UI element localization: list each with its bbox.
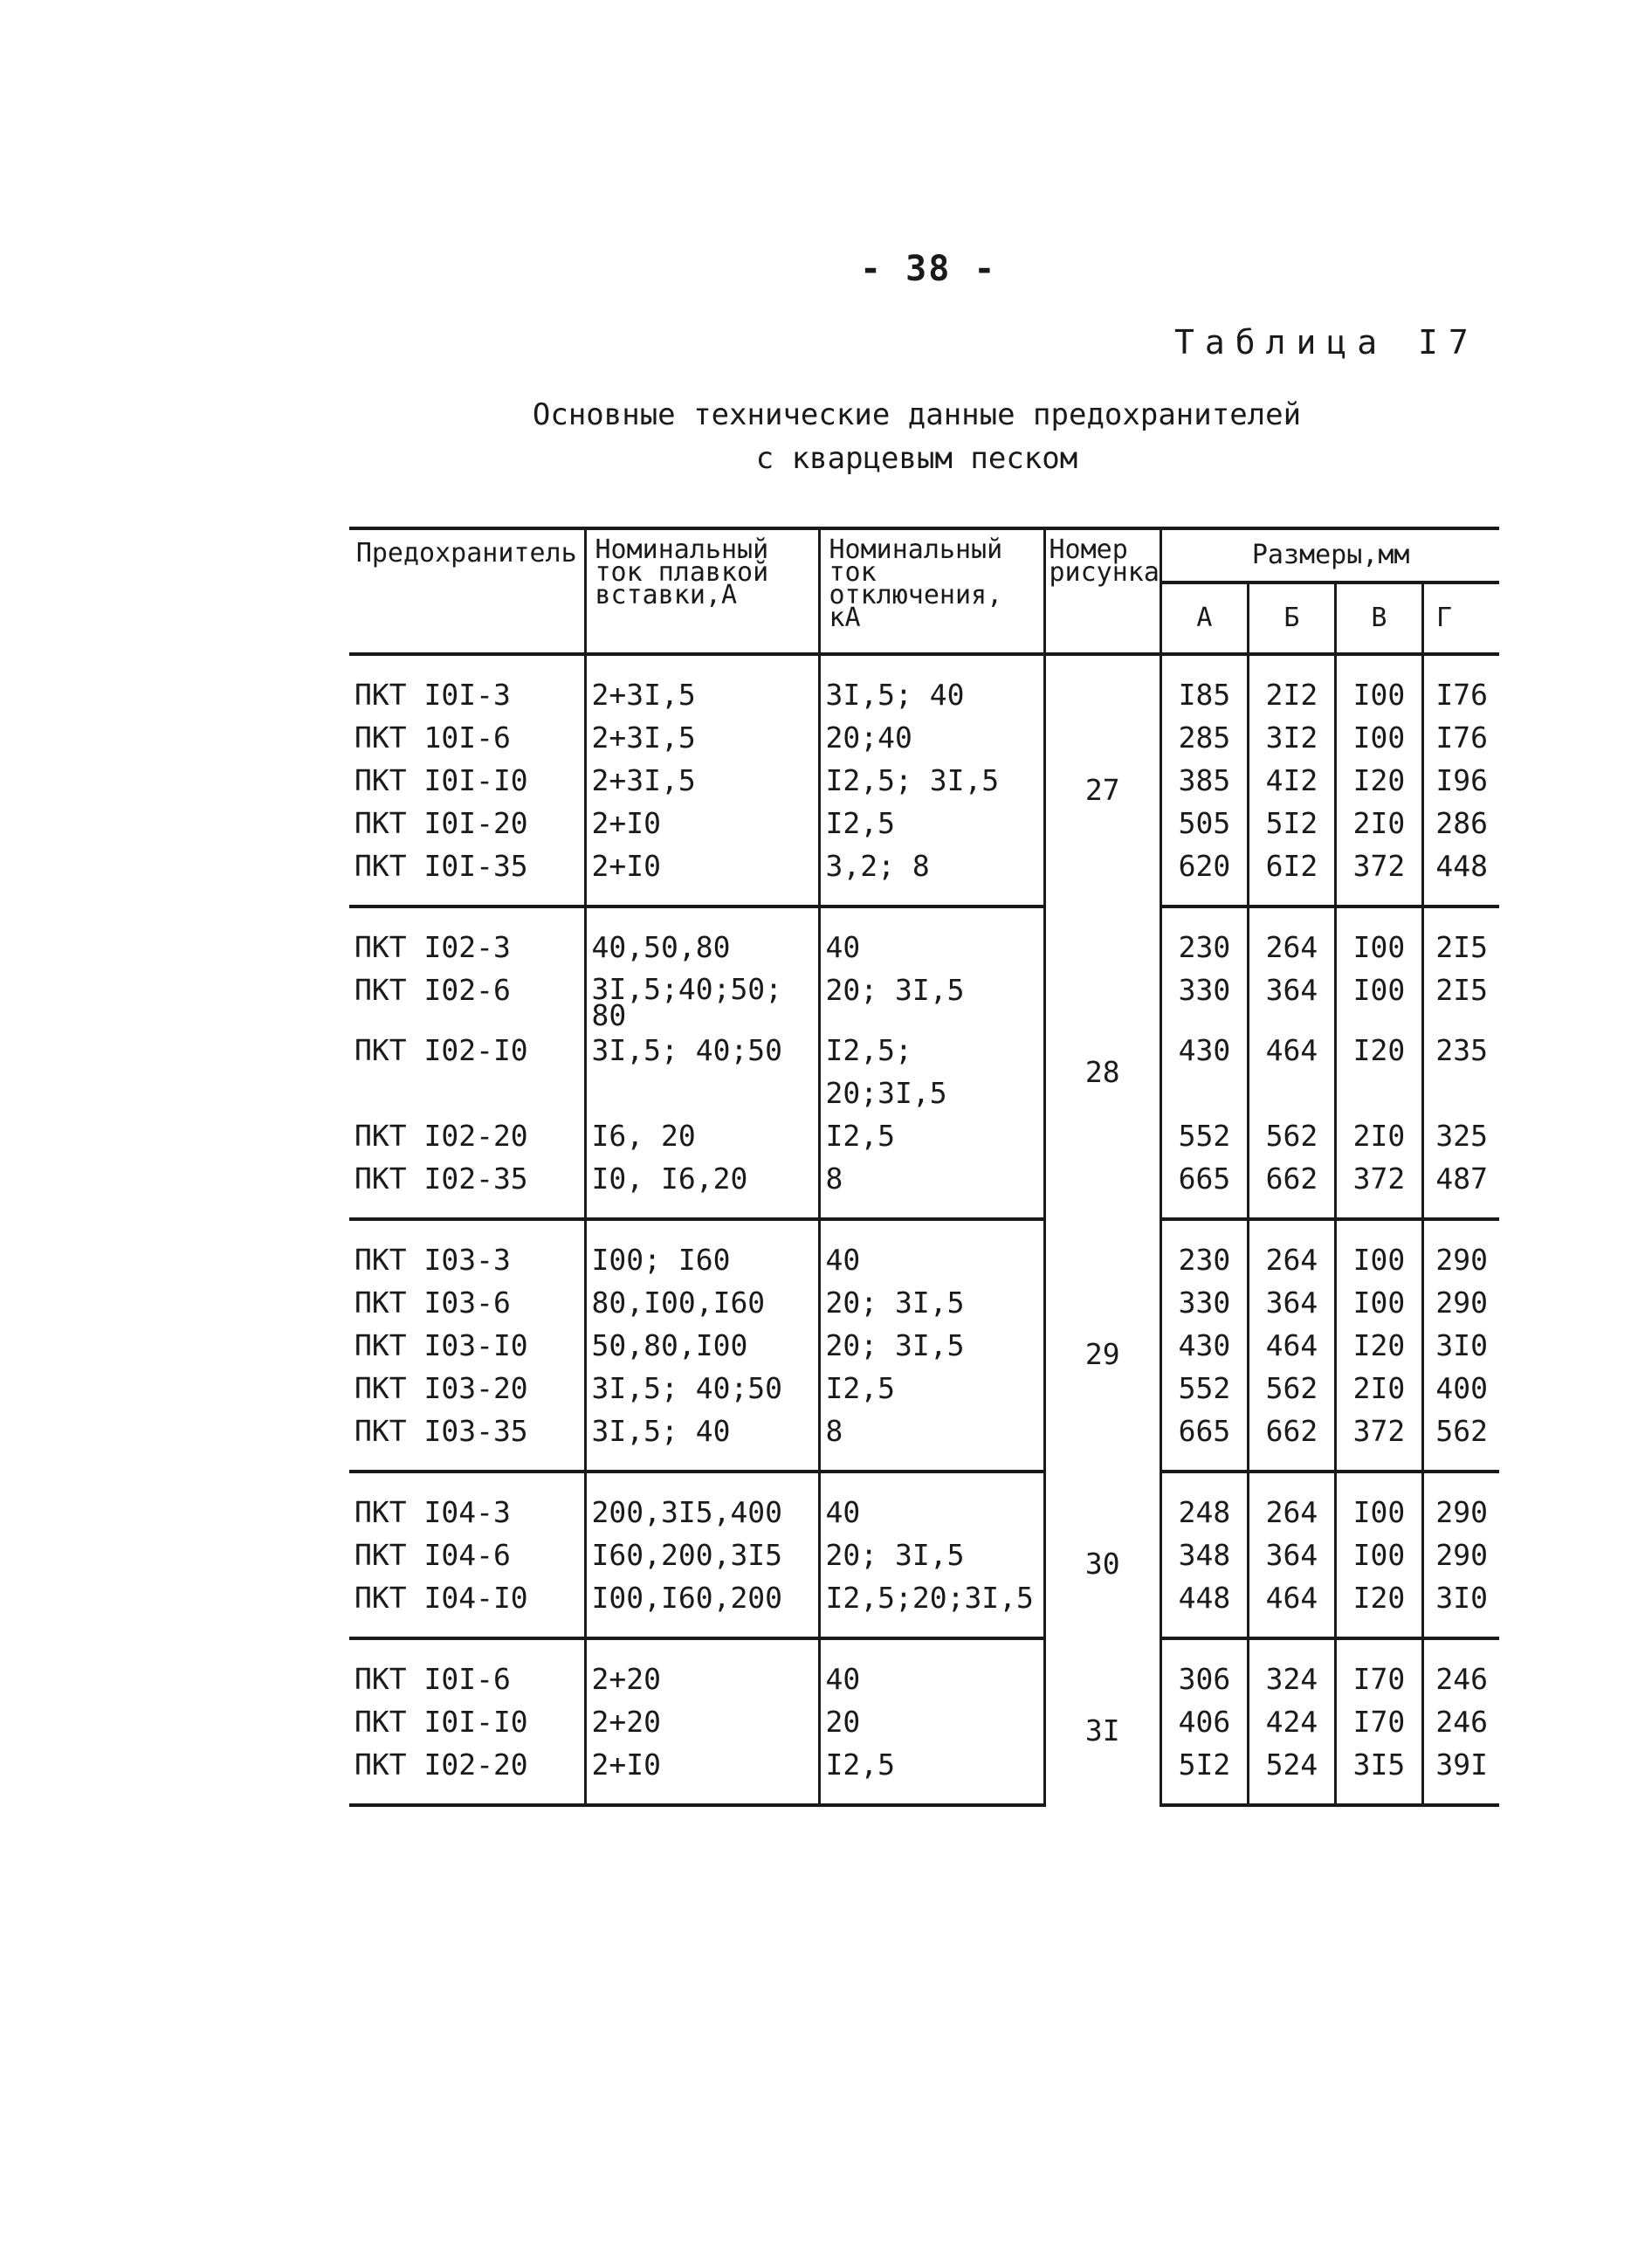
cell-breaking-current: 40: [819, 907, 1044, 969]
cell-fuse: ПКТ I02-20: [354, 1119, 528, 1153]
cell-fuse: ПКТ I03-I0: [354, 1328, 528, 1362]
cell-dim-v: 2I0: [1335, 1114, 1422, 1157]
cell-dim-b: 464: [1248, 1576, 1335, 1638]
table-label: Таблица I7: [1174, 323, 1479, 362]
table-body: [349, 654, 1499, 1805]
cell-dim-b: 3I2: [1248, 716, 1335, 759]
cell-rated-current: 80,I00,I60: [585, 1281, 819, 1324]
cell-dim-g: 3I0: [1422, 1324, 1499, 1367]
cell-fuse: ПКТ I02-3: [354, 930, 511, 964]
cell-dim-b: 264: [1248, 1472, 1335, 1534]
cell-fuse: ПКТ I03-6: [354, 1286, 511, 1320]
cell-breaking-current: 20; 3I,5: [819, 1324, 1044, 1367]
cell-rated-current: 200,3I5,400: [585, 1472, 819, 1534]
table-row: [349, 1534, 1499, 1576]
cell-fuse: ПКТ I04-I0: [349, 1576, 585, 1638]
table-row: [349, 1219, 1499, 1281]
cell-dim-b: 264: [1248, 1219, 1335, 1281]
cell-dim-b: 562: [1248, 1114, 1335, 1157]
cell-dim-v: I20: [1335, 759, 1422, 802]
cell-dim-g: 448: [1422, 844, 1499, 907]
cell-dim-v: I20: [1335, 1324, 1422, 1367]
cell-breaking-current: I2,5: [819, 1114, 1044, 1157]
cell-fuse: ПКТ I0I-I0: [354, 1705, 528, 1739]
cell-breaking-current: 40: [819, 1638, 1044, 1700]
cell-breaking-current: 40: [819, 1472, 1044, 1534]
cell-dim-a: 620: [1160, 844, 1248, 907]
cell-figure-number: 28: [1044, 907, 1160, 1219]
cell-breaking-current: 20;40: [819, 716, 1044, 759]
table-row: [349, 716, 1499, 759]
cell-dim-g: 286: [1422, 802, 1499, 844]
table-row: [349, 1472, 1499, 1534]
cell-dim-v: 2I0: [1335, 1367, 1422, 1410]
cell-rated-current: I00; I60: [585, 1219, 819, 1281]
cell-dim-v: I00: [1335, 1472, 1422, 1534]
cell-dim-a: 348: [1160, 1534, 1248, 1576]
cell-fuse: ПКТ I0I-3: [354, 678, 511, 712]
cell-dim-a: 430: [1160, 1029, 1248, 1114]
cell-rated-current: 3I,5; 40;50: [585, 1367, 819, 1410]
cell-dim-b: 5I2: [1248, 802, 1335, 844]
header-dim-v: В: [1335, 583, 1422, 654]
cell-breaking-current: I2,5: [819, 1743, 1044, 1805]
cell-breaking-current: 20; 3I,5: [819, 969, 1044, 1029]
cell-dim-b: 264: [1248, 907, 1335, 969]
header-figure-number: Номер рисунка: [1044, 528, 1160, 654]
cell-dim-g: 2I5: [1422, 907, 1499, 969]
cell-fuse: ПКТ I02-35: [349, 1157, 585, 1219]
cell-dim-v: I00: [1335, 907, 1422, 969]
cell-dim-b: 4I2: [1248, 759, 1335, 802]
cell-breaking-current: 8: [819, 1410, 1044, 1472]
cell-breaking-current: I2,5: [819, 1367, 1044, 1410]
table-row: [349, 802, 1499, 844]
cell-fuse: ПКТ 10I-6: [354, 720, 511, 755]
cell-dim-b: 364: [1248, 1281, 1335, 1324]
cell-rated-current: 2+20: [585, 1700, 819, 1743]
cell-dim-a: 230: [1160, 907, 1248, 969]
cell-breaking-current: 40: [819, 1219, 1044, 1281]
cell-breaking-current: 3,2; 8: [819, 844, 1044, 907]
cell-rated-current: I00,I60,200: [585, 1576, 819, 1638]
cell-dim-g: I96: [1422, 759, 1499, 802]
table-row: [349, 1281, 1499, 1324]
cell-dim-g: 235: [1422, 1029, 1499, 1114]
cell-rated-current: 3I,5; 40: [585, 1410, 819, 1472]
cell-figure-number: 29: [1044, 1219, 1160, 1472]
cell-dim-a: 330: [1160, 1281, 1248, 1324]
cell-rated-current: 2+20: [585, 1638, 819, 1700]
cell-dim-b: 424: [1248, 1700, 1335, 1743]
fuse-data-table: [349, 527, 1499, 1807]
cell-breaking-current: 20; 3I,5: [819, 1281, 1044, 1324]
cell-breaking-current: 8: [819, 1157, 1044, 1219]
cell-dim-g: 290: [1422, 1534, 1499, 1576]
table-row: [349, 654, 1499, 716]
cell-dim-a: 665: [1160, 1410, 1248, 1472]
table-row: [349, 1029, 1499, 1114]
cell-dim-g: 246: [1422, 1638, 1499, 1700]
cell-breaking-current: I2,5;20;3I,5: [819, 1576, 1044, 1638]
cell-dim-g: 487: [1422, 1157, 1499, 1219]
cell-dim-a: 285: [1160, 716, 1248, 759]
table-row: [349, 1157, 1499, 1219]
cell-rated-current: 2+3I,5: [585, 654, 819, 716]
cell-dim-b: 464: [1248, 1324, 1335, 1367]
cell-dim-b: 2I2: [1248, 654, 1335, 716]
cell-fuse: ПКТ I0I-I0: [354, 763, 528, 797]
cell-fuse: ПКТ I03-35: [349, 1410, 585, 1472]
cell-breaking-current: 3I,5; 40: [819, 654, 1044, 716]
cell-dim-a: 552: [1160, 1114, 1248, 1157]
cell-dim-v: I00: [1335, 654, 1422, 716]
header-fuse: Предохранитель: [349, 528, 585, 654]
cell-fuse: ПКТ I03-20: [354, 1371, 528, 1405]
cell-dim-g: I76: [1422, 716, 1499, 759]
cell-dim-b: 6I2: [1248, 844, 1335, 907]
cell-dim-b: 324: [1248, 1638, 1335, 1700]
header-dim-g: Г: [1422, 583, 1499, 654]
cell-rated-current: I60,200,3I5: [585, 1534, 819, 1576]
cell-fuse: ПКТ I0I-35: [349, 844, 585, 907]
cell-dim-g: 290: [1422, 1281, 1499, 1324]
cell-breaking-current: I2,5; 20;3I,5: [819, 1029, 1044, 1114]
cell-dim-g: 3I0: [1422, 1576, 1499, 1638]
cell-dim-a: 248: [1160, 1472, 1248, 1534]
table-row: [349, 1324, 1499, 1367]
cell-rated-current: 2+I0: [585, 844, 819, 907]
cell-rated-current: 2+3I,5: [585, 716, 819, 759]
cell-dim-b: 662: [1248, 1157, 1335, 1219]
cell-rated-current: 2+I0: [585, 802, 819, 844]
table-row: [349, 1700, 1499, 1743]
table-title: [489, 393, 1345, 480]
cell-fuse: ПКТ I02-6: [354, 973, 511, 1007]
cell-dim-a: 330: [1160, 969, 1248, 1029]
cell-dim-g: 290: [1422, 1219, 1499, 1281]
cell-dim-a: 448: [1160, 1576, 1248, 1638]
cell-rated-current: 3I,5;40;50; 80: [585, 969, 819, 1029]
cell-dim-b: 464: [1248, 1029, 1335, 1114]
cell-rated-current: 50,80,I00: [585, 1324, 819, 1367]
table-row: [349, 1410, 1499, 1472]
cell-dim-g: 290: [1422, 1472, 1499, 1534]
cell-breaking-current: I2,5; 3I,5: [819, 759, 1044, 802]
cell-dim-v: 3I5: [1335, 1743, 1422, 1805]
header-dim-a: А: [1160, 583, 1248, 654]
cell-fuse: ПКТ I0I-20: [354, 806, 528, 840]
cell-dim-b: 662: [1248, 1410, 1335, 1472]
header-rated-current: Номинальный ток плавкой вставки,А: [585, 528, 819, 654]
cell-dim-v: 2I0: [1335, 802, 1422, 844]
cell-dim-a: 5I2: [1160, 1743, 1248, 1805]
header-breaking-current: Номинальный ток отключения, кА: [819, 528, 1044, 654]
cell-dim-a: 385: [1160, 759, 1248, 802]
cell-breaking-current: 20; 3I,5: [819, 1534, 1044, 1576]
cell-dim-b: 524: [1248, 1743, 1335, 1805]
cell-rated-current: I6, 20: [585, 1114, 819, 1157]
cell-rated-current: 2+3I,5: [585, 759, 819, 802]
cell-dim-v: I20: [1335, 1576, 1422, 1638]
cell-fuse: ПКТ I04-3: [354, 1495, 511, 1529]
cell-fuse: ПКТ I0I-6: [354, 1662, 511, 1696]
cell-figure-number: 3I: [1044, 1638, 1160, 1805]
cell-dim-g: 400: [1422, 1367, 1499, 1410]
cell-breaking-current: 20: [819, 1700, 1044, 1743]
table-row: [349, 1743, 1499, 1805]
cell-fuse: ПКТ I02-I0: [354, 1033, 528, 1067]
cell-dim-v: I00: [1335, 1281, 1422, 1324]
table-row: [349, 1576, 1499, 1638]
cell-dim-a: 552: [1160, 1367, 1248, 1410]
cell-figure-number: 27: [1044, 654, 1160, 907]
cell-dim-v: I00: [1335, 969, 1422, 1029]
cell-dim-v: 372: [1335, 1410, 1422, 1472]
cell-dim-g: 246: [1422, 1700, 1499, 1743]
cell-dim-a: 430: [1160, 1324, 1248, 1367]
table-row: [349, 969, 1499, 1029]
cell-fuse: ПКТ I03-3: [354, 1243, 511, 1277]
cell-dim-a: 230: [1160, 1219, 1248, 1281]
header-dim-b: Б: [1248, 583, 1335, 654]
cell-dim-v: I70: [1335, 1700, 1422, 1743]
table-title-line-1: Основные технические данные предохранителей: [532, 397, 1302, 432]
cell-dim-b: 562: [1248, 1367, 1335, 1410]
cell-dim-a: 665: [1160, 1157, 1248, 1219]
table-row: [349, 1114, 1499, 1157]
cell-dim-v: I20: [1335, 1029, 1422, 1114]
cell-breaking-current: I2,5: [819, 802, 1044, 844]
cell-rated-current: 3I,5; 40;50: [585, 1029, 819, 1114]
table-row: [349, 907, 1499, 969]
cell-dim-a: 406: [1160, 1700, 1248, 1743]
header-dimensions: Размеры,мм: [1160, 528, 1499, 583]
table-title-line-2: с кварцевым песком: [755, 441, 1078, 476]
cell-figure-number: 30: [1044, 1472, 1160, 1638]
table-row: [349, 1367, 1499, 1410]
page-number: - 38 -: [860, 249, 997, 289]
cell-fuse: ПКТ I02-20: [349, 1743, 585, 1805]
table-row: [349, 1638, 1499, 1700]
cell-dim-v: 372: [1335, 1157, 1422, 1219]
cell-dim-a: 306: [1160, 1638, 1248, 1700]
cell-dim-g: 2I5: [1422, 969, 1499, 1029]
cell-dim-a: 505: [1160, 802, 1248, 844]
cell-dim-g: I76: [1422, 654, 1499, 716]
cell-dim-b: 364: [1248, 1534, 1335, 1576]
table-row: [349, 844, 1499, 907]
cell-fuse: ПКТ I04-6: [354, 1538, 511, 1572]
cell-dim-v: I00: [1335, 1219, 1422, 1281]
cell-dim-v: I00: [1335, 1534, 1422, 1576]
cell-dim-v: 372: [1335, 844, 1422, 907]
cell-rated-current: 40,50,80: [585, 907, 819, 969]
cell-dim-g: 39I: [1422, 1743, 1499, 1805]
cell-dim-g: 325: [1422, 1114, 1499, 1157]
cell-dim-b: 364: [1248, 969, 1335, 1029]
cell-rated-current: I0, I6,20: [585, 1157, 819, 1219]
cell-dim-v: I70: [1335, 1638, 1422, 1700]
cell-dim-v: I00: [1335, 716, 1422, 759]
cell-dim-g: 562: [1422, 1410, 1499, 1472]
cell-rated-current: 2+I0: [585, 1743, 819, 1805]
table-row: [349, 759, 1499, 802]
cell-dim-a: I85: [1160, 654, 1248, 716]
